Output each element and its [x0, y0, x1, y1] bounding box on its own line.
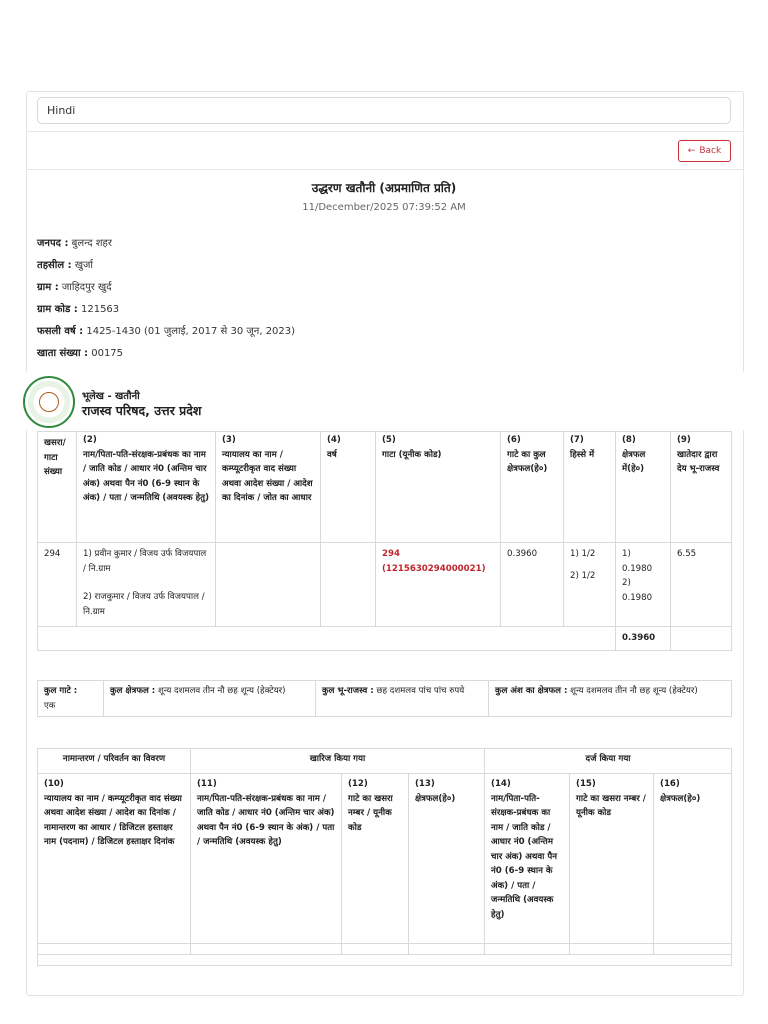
- language-select[interactable]: Hindi: [37, 97, 731, 124]
- col-header: (10) न्यायालय का नाम / कम्प्यूटरीकृत वाद संख्या अथवा आदेश संख्या / आदेश का दिनांक / नामान्तरण का आधार / डिजिटल हस्ताक्षर नाम (पदनाम) / डिजिटल हस्ताक्षर दिनांक: [38, 774, 191, 944]
- table-header-row: [38, 432, 732, 543]
- col-header: (2) नाम/पिता-पति-संरक्षक-प्रबंधक का नाम / जाति कोड / आधार नं0 (अन्तिम चार अंक) अथवा पैन नं0 (6-9 स्थान के अंक) / पता / जन्मतिथि (अवयस्क हेतु): [77, 432, 216, 543]
- info-tehsil: तहसील : खुर्जा: [37, 260, 94, 271]
- total-empty: [671, 627, 732, 651]
- col-header: (9) खातेदार द्वारा देय भू-राजस्व: [671, 432, 732, 543]
- group-header: नामान्तरण / परिवर्तन का विवरण: [38, 749, 191, 774]
- summary-row: [38, 681, 732, 717]
- empty-cell: [38, 944, 191, 955]
- empty-cell: [570, 944, 654, 955]
- col-header: (13) क्षेत्रफल(हे०): [409, 774, 485, 944]
- empty-cell: [191, 944, 342, 955]
- empty-cell: [342, 944, 409, 955]
- owner-cell: 1) प्रवीन कुमार / विजय उर्फ विजयपाल / नि.ग्राम 2) राजकुमार / विजय उर्फ विजयपाल / नि.ग्राम: [77, 543, 216, 627]
- table-row: [38, 944, 732, 955]
- info-village: ग्राम : जाहिदपुर खुर्द: [37, 282, 112, 293]
- empty-cell: [654, 944, 732, 955]
- court-cell: [216, 543, 321, 627]
- revenue-council-seal-icon: [23, 376, 75, 428]
- back-button[interactable]: [678, 140, 731, 162]
- arrow-left-icon: ←: [687, 146, 696, 156]
- empty-cell: [409, 944, 485, 955]
- revenue-cell: 6.55: [671, 543, 732, 627]
- group-header: खारिज किया गया: [191, 749, 485, 774]
- col-header: (14) नाम/पिता-पति-संरक्षक-प्रबंधक का नाम / जाति कोड / आधार नं0 (अन्तिम चार अंक) अथवा पैन नं0 (6-9 स्थान के अंक) / पता / जन्मतिथि (अवयस्क हेतु): [485, 774, 570, 944]
- divider: [27, 169, 743, 170]
- document-title: उद्धरण खतौनी (अप्रमाणित प्रति): [311, 181, 457, 195]
- group-header: दर्ज किया गया: [485, 749, 732, 774]
- col-header: (7) हिस्से में: [564, 432, 616, 543]
- summary-revenue: कुल भू-राजस्व : छह दशमलव पांच पांच रुपये: [316, 681, 489, 717]
- banner-subtitle: भूलेख - खतौनी: [82, 391, 140, 402]
- gata-link[interactable]: 294: [382, 549, 400, 559]
- info-district: जनपद : बुलन्द शहर: [37, 238, 112, 249]
- summary-table: [37, 680, 732, 717]
- col-header: (8) क्षेत्रफल में(हे०): [616, 432, 671, 543]
- total-area-cell: 0.3960: [501, 543, 564, 627]
- summary-gate: कुल गाटे : एक: [38, 681, 104, 717]
- col-header: (3) न्यायालय का नाम / कम्प्यूटरीकृत वाद संख्या अथवा आदेश संख्या / आदेश का दिनांक / जोत का आधार: [216, 432, 321, 543]
- col-header: (5) गाटा (यूनीक कोड): [376, 432, 501, 543]
- summary-share: कुल अंश का क्षेत्रफल : शून्य दशमलव तीन नौ छह शून्य (हेक्टेयर): [489, 681, 732, 717]
- empty-cell: [38, 955, 732, 966]
- table-row: [38, 955, 732, 966]
- info-fasli-year: फसली वर्ष : 1425-1430 (01 जुलाई, 2017 से 30 जून, 2023): [37, 326, 296, 337]
- col-header: (16) क्षेत्रफल(हे०): [654, 774, 732, 944]
- col-header: (15) गाटे का खसरा नम्बर / यूनीक कोड: [570, 774, 654, 944]
- col-header: (12) गाटे का खसरा नम्बर / यूनीक कोड: [342, 774, 409, 944]
- mutation-header-row: [38, 774, 732, 944]
- col-header: (6) गाटे का कुल क्षेत्रफल(हे०): [501, 432, 564, 543]
- banner-title: राजस्व परिषद, उत्तर प्रदेश: [82, 403, 202, 418]
- area-cell: 1) 0.1980 2) 0.1980: [616, 543, 671, 627]
- col-header: खसरा/ गाटा संख्या: [38, 432, 77, 543]
- khatauni-table: [37, 431, 732, 651]
- share-cell: 1) 1/2 2) 1/2: [564, 543, 616, 627]
- col-header: (4) वर्ष: [321, 432, 376, 543]
- summary-area: कुल क्षेत्रफल : शून्य दशमलव तीन नौ छह शून्य (हेक्टेयर): [104, 681, 316, 717]
- mutation-group-row: [38, 749, 732, 774]
- total-area-value: 0.3960: [616, 627, 671, 651]
- total-spacer: [38, 627, 616, 651]
- empty-cell: [485, 944, 570, 955]
- document-datetime: 11/December/2025 07:39:52 AM: [302, 202, 466, 213]
- back-label: Back: [699, 146, 722, 156]
- gata-unique-code[interactable]: (1215630294000021): [382, 563, 486, 574]
- info-village-code: ग्राम कोड : 121563: [37, 304, 120, 315]
- table-row: [38, 543, 732, 627]
- gata-cell[interactable]: [376, 543, 501, 627]
- col-header: (11) नाम/पिता-पति-संरक्षक-प्रबंधक का नाम / जाति कोड / आधार नं0 (अन्तिम चार अंक) अथवा पैन नं0 (6-9 स्थान के अंक) / पता / जन्मतिथि (अवयस्क हेतु): [191, 774, 342, 944]
- year-cell: [321, 543, 376, 627]
- mutation-table: [37, 748, 732, 966]
- info-khata-number: खाता संख्या : 00175: [37, 348, 124, 359]
- total-row: [38, 627, 732, 651]
- divider: [27, 131, 743, 132]
- khasra-cell: 294: [38, 543, 77, 627]
